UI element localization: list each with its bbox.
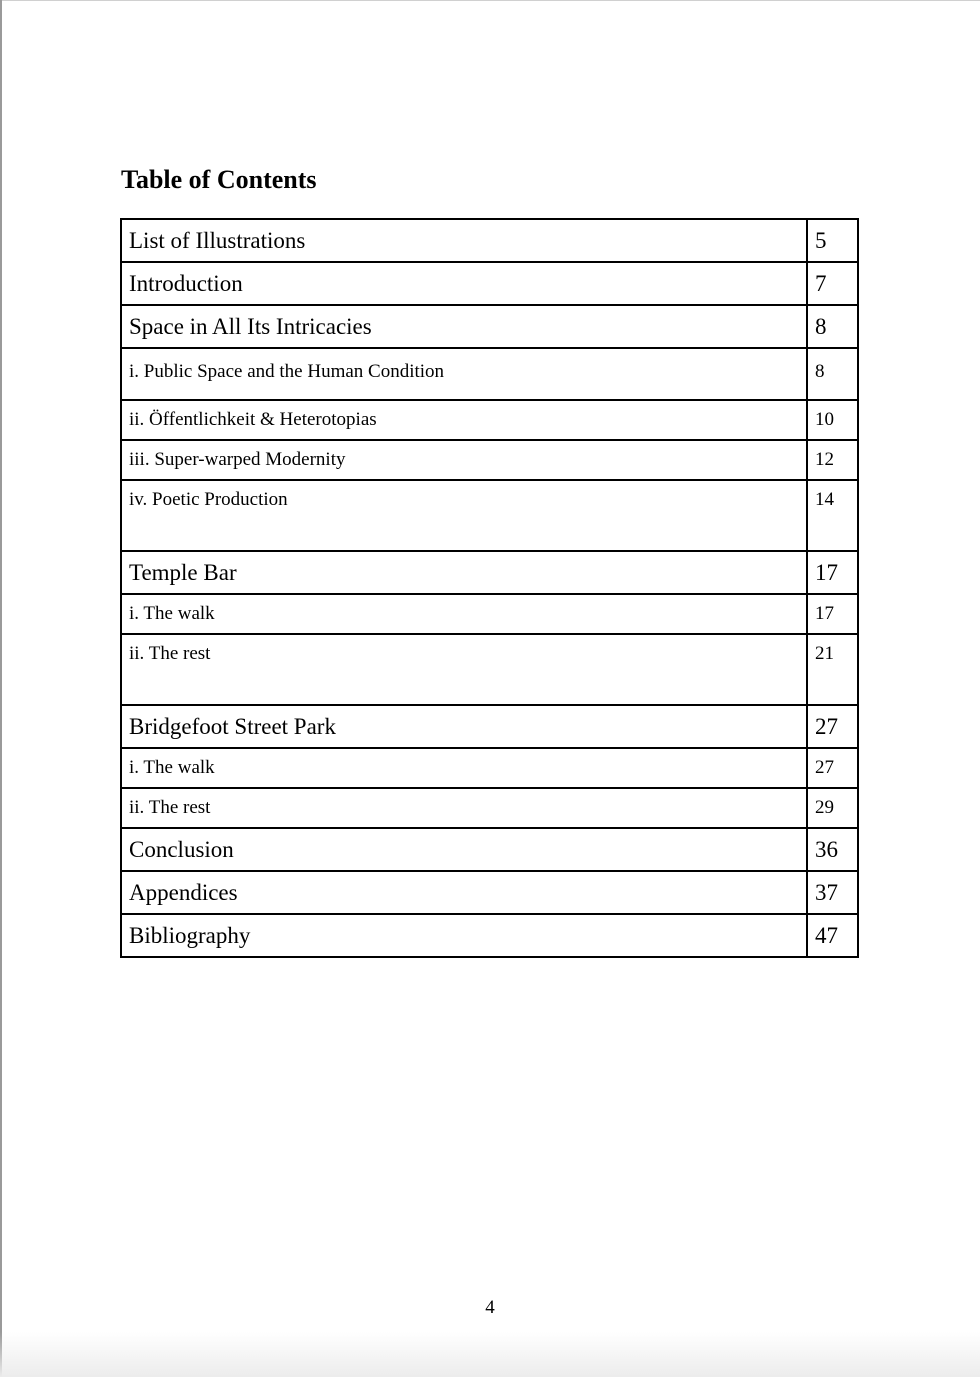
toc-entry-page: 10 — [807, 400, 858, 440]
toc-row-appendices[interactable] — [121, 871, 858, 914]
toc-row-temple-bar-rest[interactable] — [121, 634, 858, 705]
toc-row-bridgefoot-rest[interactable] — [121, 788, 858, 828]
toc-entry-page: 47 — [807, 914, 858, 957]
toc-row-offentlichkeit[interactable] — [121, 400, 858, 440]
toc-entry-label: Appendices — [121, 871, 807, 914]
toc-entry-label: Introduction — [121, 262, 807, 305]
toc-entry-page: 5 — [807, 219, 858, 262]
toc-entry-page: 14 — [807, 480, 858, 551]
toc-entry-label: ii. Öffentlichkeit & Heterotopias — [121, 400, 807, 440]
toc-entry-label: ii. The rest — [121, 634, 807, 705]
toc-entry-page: 36 — [807, 828, 858, 871]
toc-entry-page: 8 — [807, 348, 858, 400]
toc-entry-page: 29 — [807, 788, 858, 828]
toc-row-temple-bar-walk[interactable] — [121, 594, 858, 634]
toc-entry-label: i. The walk — [121, 748, 807, 788]
toc-row-introduction[interactable] — [121, 262, 858, 305]
toc-entry-page: 27 — [807, 705, 858, 748]
page-number: 4 — [485, 1297, 495, 1318]
toc-entry-label: Bridgefoot Street Park — [121, 705, 807, 748]
page-title: Table of Contents — [121, 165, 317, 194]
toc-entry-page: 27 — [807, 748, 858, 788]
toc-row-temple-bar[interactable] — [121, 551, 858, 594]
toc-row-bridgefoot-street-park[interactable] — [121, 705, 858, 748]
toc-entry-label: iv. Poetic Production — [121, 480, 807, 551]
toc-entry-page: 37 — [807, 871, 858, 914]
toc-entry-page: 12 — [807, 440, 858, 480]
toc-row-list-of-illustrations[interactable] — [121, 219, 858, 262]
toc-row-bridgefoot-walk[interactable] — [121, 748, 858, 788]
toc-row-super-warped-modernity[interactable] — [121, 440, 858, 480]
toc-entry-label: Conclusion — [121, 828, 807, 871]
toc-entry-label: i. The walk — [121, 594, 807, 634]
toc-table — [120, 218, 859, 958]
toc-entry-label: i. Public Space and the Human Condition — [121, 348, 807, 400]
toc-entry-label: Space in All Its Intricacies — [121, 305, 807, 348]
page-bottom-shadow — [0, 1332, 980, 1377]
toc-entry-page: 17 — [807, 551, 858, 594]
toc-row-conclusion[interactable] — [121, 828, 858, 871]
toc-row-space-in-all-its-intricacies[interactable] — [121, 305, 858, 348]
toc-row-bibliography[interactable] — [121, 914, 858, 957]
toc-entry-label: List of Illustrations — [121, 219, 807, 262]
toc-row-poetic-production[interactable] — [121, 480, 858, 551]
page-top-edge — [0, 0, 980, 1]
toc-entry-label: ii. The rest — [121, 788, 807, 828]
toc-entry-page: 17 — [807, 594, 858, 634]
toc-entry-page: 7 — [807, 262, 858, 305]
toc-row-public-space[interactable] — [121, 348, 858, 400]
toc-entry-label: iii. Super-warped Modernity — [121, 440, 807, 480]
toc-entry-page: 21 — [807, 634, 858, 705]
toc-entry-page: 8 — [807, 305, 858, 348]
toc-entry-label: Bibliography — [121, 914, 807, 957]
toc-entry-label: Temple Bar — [121, 551, 807, 594]
page-left-edge — [0, 0, 2, 1377]
